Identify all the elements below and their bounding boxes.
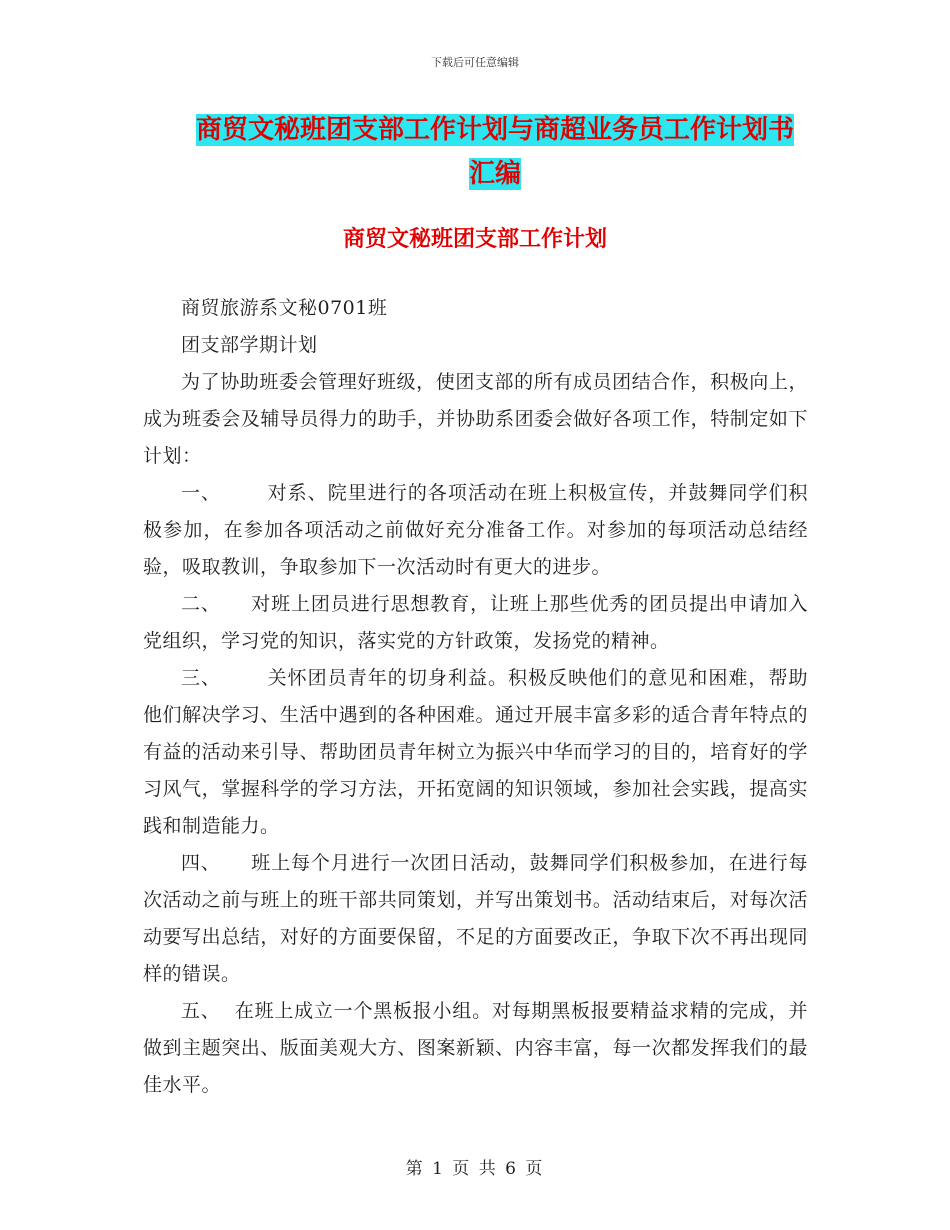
plan-item-text: 关怀团员青年的切身利益。积极反映他们的意见和困难，帮助他们解决学习、生活中遇到的各种困难。通过开展丰富多彩的适合青年特点的有益的活动来引导、帮助团员青年树立为振兴中华而学习的目的，培育好的学习风气，掌握科学的学习方法，开拓宽阔的知识领域，参加社会实践，提高实践和制造能力。 (143, 667, 808, 837)
plan-item-1 (143, 475, 808, 586)
intro-paragraph: 为了协助班委会管理好班级，使团支部的所有成员团结合作，积极向上，成为班委会及辅导员得力的助手，并协助系团委会做好各项工作，特制定如下计划： (143, 371, 808, 467)
plan-item-number: 三、 (181, 667, 222, 689)
plan-item-4 (143, 845, 808, 993)
document-title-line1: 商贸文秘班团支部工作计划与商超业务员工作计划书 (195, 115, 794, 145)
document-title-line2: 汇编 (468, 159, 521, 189)
plan-item-number: 一、 (181, 482, 222, 504)
plan-item-5 (143, 993, 808, 1104)
section-title: 商贸文秘班团支部工作计划 (342, 227, 607, 252)
plan-item-text: 对班上团员进行思想教育，让班上那些优秀的团员提出申请加入党组织，学习党的知识，落实党的方针政策，发扬党的精神。 (143, 593, 808, 652)
document-body (143, 290, 808, 1104)
plan-item-text: 班上每个月进行一次团日活动，鼓舞同学们积极参加，在进行每次活动之前与班上的班干部共同策划，并写出策划书。活动结束后，对每次活动要写出总结，对好的方面要保留，不足的方面要改正，争取下次不再出现同样的错误。 (143, 852, 808, 985)
page-footer: 第 1 页 共 6 页 (405, 1159, 545, 1179)
plan-subtitle: 团支部学期计划 (181, 334, 318, 356)
plan-item-number: 四、 (181, 852, 221, 874)
plan-item-3 (143, 660, 808, 845)
department-line: 商贸旅游系文秘0701班 (181, 297, 388, 319)
plan-item-number: 二、 (181, 593, 221, 615)
plan-item-2 (143, 586, 808, 660)
header-note: 下载后可任意编辑 (431, 56, 519, 69)
plan-item-text: 在班上成立一个黑板报小组。对每期黑板报要精益求精的完成，并做到主题突出、版面美观大方、图案新颖、内容丰富，每一次都发挥我们的最佳水平。 (143, 1000, 808, 1096)
plan-item-text: 对系、院里进行的各项活动在班上积极宣传，并鼓舞同学们积极参加，在参加各项活动之前做好充分准备工作。对参加的每项活动总结经验，吸取教训，争取参加下一次活动时有更大的进步。 (143, 482, 808, 578)
document-title (150, 108, 840, 196)
plan-item-number: 五、 (181, 1000, 221, 1022)
